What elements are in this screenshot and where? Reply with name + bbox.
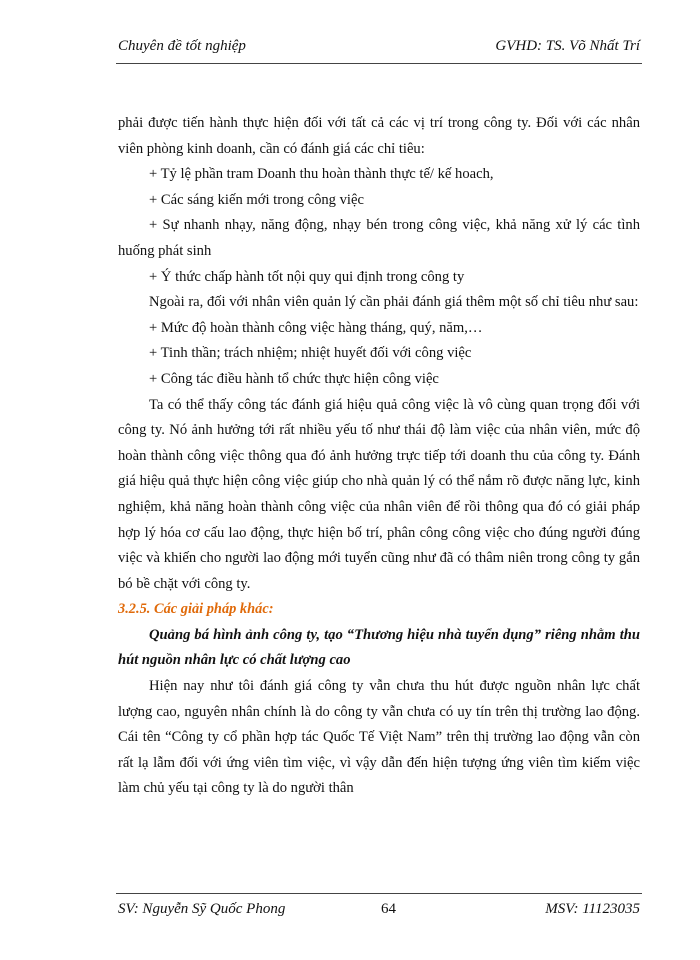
bullet-1: + Tỷ lệ phần tram Doanh thu hoàn thành thực tế/ kế hoach,: [149, 166, 494, 183]
bullet-6: + Tinh thần; trách nhiệm; nhiệt huyết đối với công việc: [149, 345, 472, 362]
page-body: [118, 111, 640, 802]
footer-rule: [116, 893, 642, 894]
page-header: [118, 38, 640, 60]
subheading: Quảng bá hình ảnh công ty, tạo “Thương hiệu nhà tuyển dụng” riêng nhằm thu hút nguồn nhân lực có chất lượng cao: [118, 626, 640, 669]
section-heading: 3.2.5. Các giải pháp khác:: [118, 601, 274, 618]
paragraph-4: Hiện nay như tôi đánh giá công ty vẫn chưa thu hút được nguồn nhân lực chất lượng cao, nguyên nhân chính là do công ty vẫn chưa có uy tín trên thị trường lao động. Cái tên “Công ty cổ phần hợp tác Quốc Tế Việt Nam” trên thị trường lao động vẫn còn rất lạ lẫm đối với ứng viên tìm việc, vì vậy dẫn đến hiện tượng ứng viên tìm kiếm việc làm chủ yếu tại công ty là do người thân: [118, 678, 640, 797]
page-footer: [118, 901, 640, 923]
paragraph-1: phải được tiến hành thực hiện đối với tất cả các vị trí trong công ty. Đối với các nhân viên phòng kinh doanh, cần có đánh giá các chỉ tiêu:: [118, 115, 640, 157]
page-number: 64: [381, 901, 396, 917]
bullet-2: + Các sáng kiến mới trong công việc: [149, 191, 364, 208]
header-left: Chuyên đề tốt nghiệp: [118, 38, 246, 54]
paragraph-3: Ta có thể thấy công tác đánh giá hiệu quả công việc là vô cùng quan trọng đối với công ty. Nó ảnh hưởng tới rất nhiều yếu tố như thái độ làm việc của nhân viên, mức độ hoàn thành công việc thông qua đó ảnh hưởng trực tiếp tới doanh thu của công ty. Đánh giá hiệu quả thực hiện công việc giúp cho nhà quản lý có thể nắm rõ được năng lực, kinh nghiệm, khả năng hoàn thành công việc của nhân viên để rồi thông qua đó có giải pháp hợp lý hóa cơ cấu lao động, thực hiện bố trí, phân công công việc cho đúng người đúng việc và khiến cho người lao động mới tuyển cũng như đã có thâm niên trong công ty gắn bó bề chặt với công ty.: [118, 396, 640, 592]
bullet-5: + Mức độ hoàn thành công việc hàng tháng, quý, năm,…: [149, 319, 483, 336]
paragraph-2: Ngoài ra, đối với nhân viên quản lý cần phải đánh giá thêm một số chỉ tiêu như sau:: [149, 294, 639, 311]
header-right: GVHD: TS. Võ Nhất Trí: [495, 38, 640, 54]
bullet-3: + Sự nhanh nhạy, năng động, nhạy bén trong công việc, khả năng xử lý các tình huống phát sinh: [118, 217, 640, 259]
bullet-4: + Ý thức chấp hành tốt nội quy qui định trong công ty: [149, 268, 465, 285]
bullet-7: + Công tác điều hành tổ chức thực hiện công việc: [149, 370, 439, 387]
footer-author: SV: Nguyễn Sỹ Quốc Phong: [118, 901, 286, 917]
header-rule: [116, 63, 642, 64]
footer-student-id: MSV: 11123035: [545, 901, 640, 917]
